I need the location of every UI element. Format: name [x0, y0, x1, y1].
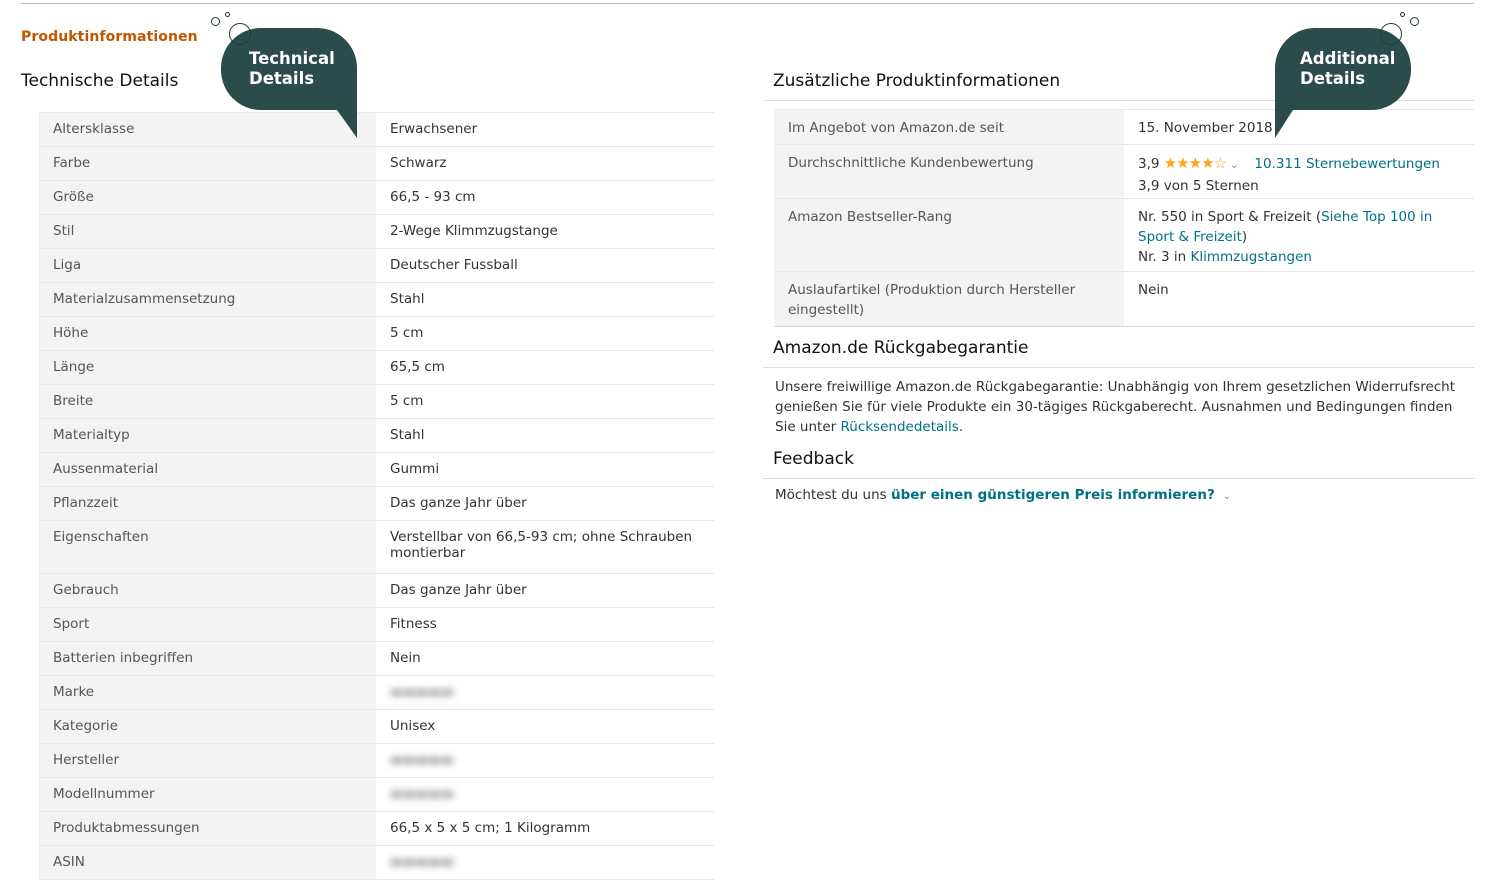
- since-value: 15. November 2018: [1138, 120, 1273, 136]
- table-row: [39, 608, 714, 642]
- rating-text: 3,9 von 5 Sternen: [1138, 178, 1259, 194]
- row-label: Sport: [39, 608, 376, 642]
- row-label: Eigenschaften: [39, 521, 376, 574]
- row-label: Batterien inbegriffen: [39, 642, 376, 676]
- table-row: [39, 419, 714, 453]
- chevron-down-icon[interactable]: ⌄: [1230, 160, 1239, 171]
- callout-line2: Details: [249, 69, 315, 88]
- table-row: [774, 199, 1474, 272]
- top-divider: [21, 3, 1474, 4]
- discontinued-label: Auslaufartikel (Produktion durch Hersteller eingestellt): [774, 272, 1124, 327]
- table-row: [39, 710, 714, 744]
- feedback-line: [775, 487, 1247, 503]
- row-label: Länge: [39, 351, 376, 385]
- table-row: [39, 812, 714, 846]
- blurred-value: ▬▬▬▬▬: [390, 786, 454, 802]
- table-row: [774, 110, 1474, 145]
- table-row: [39, 676, 714, 710]
- row-label: Materialzusammensetzung: [39, 283, 376, 317]
- table-row: [39, 574, 714, 608]
- rating-value: 3,9: [1138, 156, 1160, 172]
- table-row: [39, 351, 714, 385]
- row-value: Das ganze Jahr über: [390, 582, 527, 598]
- row-label: Größe: [39, 181, 376, 215]
- row-label: Kategorie: [39, 710, 376, 744]
- row-value: 66,5 x 5 x 5 cm; 1 Kilogramm: [390, 820, 591, 836]
- row-label: Höhe: [39, 317, 376, 351]
- chevron-down-icon[interactable]: ⌄: [1222, 491, 1232, 502]
- row-value: Schwarz: [390, 155, 447, 171]
- price-feedback-link[interactable]: über einen günstigeren Preis informieren?: [890, 487, 1215, 503]
- rank-line2-prefix: Nr. 3 in: [1138, 249, 1191, 265]
- bubble-icon: [211, 17, 220, 26]
- row-label: Gebrauch: [39, 574, 376, 608]
- row-label: Materialtyp: [39, 419, 376, 453]
- star-rating-icon[interactable]: ★★★★☆: [1163, 154, 1227, 172]
- technical-details-heading: Technische Details: [21, 71, 179, 91]
- row-value: [376, 846, 714, 880]
- callout-line1: Technical: [249, 49, 335, 68]
- rank-label: Amazon Bestseller-Rang: [774, 199, 1124, 272]
- discontinued-value: Nein: [1138, 282, 1169, 298]
- row-label: Liga: [39, 249, 376, 283]
- row-value: Das ganze Jahr über: [390, 495, 527, 511]
- table-row: [774, 272, 1474, 327]
- bubble-icon: [1400, 12, 1405, 17]
- row-value: 2-Wege Klimmzugstange: [390, 223, 558, 239]
- table-row: [39, 317, 714, 351]
- rank-line1-suffix: ): [1241, 229, 1248, 245]
- table-row: [39, 521, 714, 574]
- table-row: [774, 145, 1474, 199]
- row-label: Pflanzzeit: [39, 487, 376, 521]
- rank-cell: [1124, 199, 1474, 272]
- table-row: [39, 846, 714, 880]
- bubble-icon: [225, 12, 230, 17]
- row-value: 5 cm: [390, 393, 424, 409]
- bubble-icon: [229, 23, 251, 45]
- rank-line1-prefix: Nr. 550 in Sport & Freizeit (: [1138, 209, 1322, 225]
- table-row: [39, 249, 714, 283]
- additional-info-table: [774, 109, 1474, 327]
- additional-info-heading: Zusätzliche Produktinformationen: [773, 71, 1061, 91]
- row-label: Produktabmessungen: [39, 812, 376, 846]
- row-value: Stahl: [390, 291, 425, 307]
- rating-label: Durchschnittliche Kundenbewertung: [774, 145, 1124, 199]
- row-value: Nein: [390, 650, 421, 666]
- callout-line2: Details: [1300, 69, 1366, 88]
- technical-details-table: [39, 112, 714, 880]
- row-value: 5 cm: [390, 325, 424, 341]
- row-label: ASIN: [39, 846, 376, 880]
- divider: [763, 478, 1474, 479]
- row-value: Unisex: [390, 718, 436, 734]
- row-value: Deutscher Fussball: [390, 257, 518, 273]
- table-row: [39, 642, 714, 676]
- return-guarantee-heading: Amazon.de Rückgabegarantie: [773, 338, 1029, 358]
- since-label: Im Angebot von Amazon.de seit: [774, 110, 1124, 145]
- callout-line1: Additional: [1300, 49, 1396, 68]
- table-row: [39, 113, 714, 147]
- row-label: Farbe: [39, 147, 376, 181]
- top100-link[interactable]: Siehe Top 100 in Sport & Freizeit: [1138, 209, 1433, 245]
- divider: [763, 367, 1474, 368]
- row-value: [376, 778, 714, 812]
- return-details-link[interactable]: Rücksendedetails: [840, 419, 959, 435]
- blurred-value: ▬▬▬▬▬: [390, 854, 454, 870]
- table-row: [39, 778, 714, 812]
- row-value: Fitness: [390, 616, 437, 632]
- row-value: Gummi: [390, 461, 440, 477]
- blurred-value: ▬▬▬▬▬: [390, 684, 454, 700]
- row-value: Stahl: [390, 427, 425, 443]
- row-label: Aussenmaterial: [39, 453, 376, 487]
- feedback-prefix: Möchtest du uns: [775, 487, 891, 503]
- period: .: [958, 419, 964, 435]
- rating-cell: [1124, 145, 1474, 199]
- table-row: [39, 744, 714, 778]
- row-value: Verstellbar von 66,5-93 cm; ohne Schrauben montierbar: [390, 529, 693, 561]
- table-row: [39, 215, 714, 249]
- ratings-count-link[interactable]: 10.311 Sternebewertungen: [1254, 156, 1440, 172]
- section-label: Produktinformationen: [21, 29, 198, 45]
- table-row: [39, 385, 714, 419]
- table-row: [39, 487, 714, 521]
- feedback-heading: Feedback: [773, 449, 854, 469]
- row-label: Hersteller: [39, 744, 376, 778]
- row-label: Marke: [39, 676, 376, 710]
- table-row: [39, 147, 714, 181]
- row-value: [376, 676, 714, 710]
- bubble-icon: [1410, 17, 1419, 26]
- row-label: Modellnummer: [39, 778, 376, 812]
- bubble-icon: [1380, 23, 1402, 45]
- row-label: Altersklasse: [39, 113, 376, 147]
- row-value: Erwachsener: [390, 121, 478, 137]
- row-label: Stil: [39, 215, 376, 249]
- row-value: [376, 744, 714, 778]
- callout-tail: [1275, 110, 1293, 138]
- row-value: 65,5 cm: [390, 359, 445, 375]
- blurred-value: ▬▬▬▬▬: [390, 752, 454, 768]
- row-label: Breite: [39, 385, 376, 419]
- row-value: 66,5 - 93 cm: [390, 189, 476, 205]
- table-row: [39, 453, 714, 487]
- return-text: Unsere freiwillige Amazon.de Rückgabegarantie: Unabhängig von Ihrem gesetzlichen Widerrufsrecht genießen Sie für viele Produkte ein 30-tägiges Rückgaberecht. Ausnahmen und Bedingungen finden Sie unter: [775, 379, 1456, 435]
- callout-tail: [337, 110, 357, 138]
- table-row: [39, 283, 714, 317]
- table-row: [39, 181, 714, 215]
- category-link[interactable]: Klimmzugstangen: [1190, 249, 1312, 265]
- return-guarantee-text: [775, 377, 1475, 437]
